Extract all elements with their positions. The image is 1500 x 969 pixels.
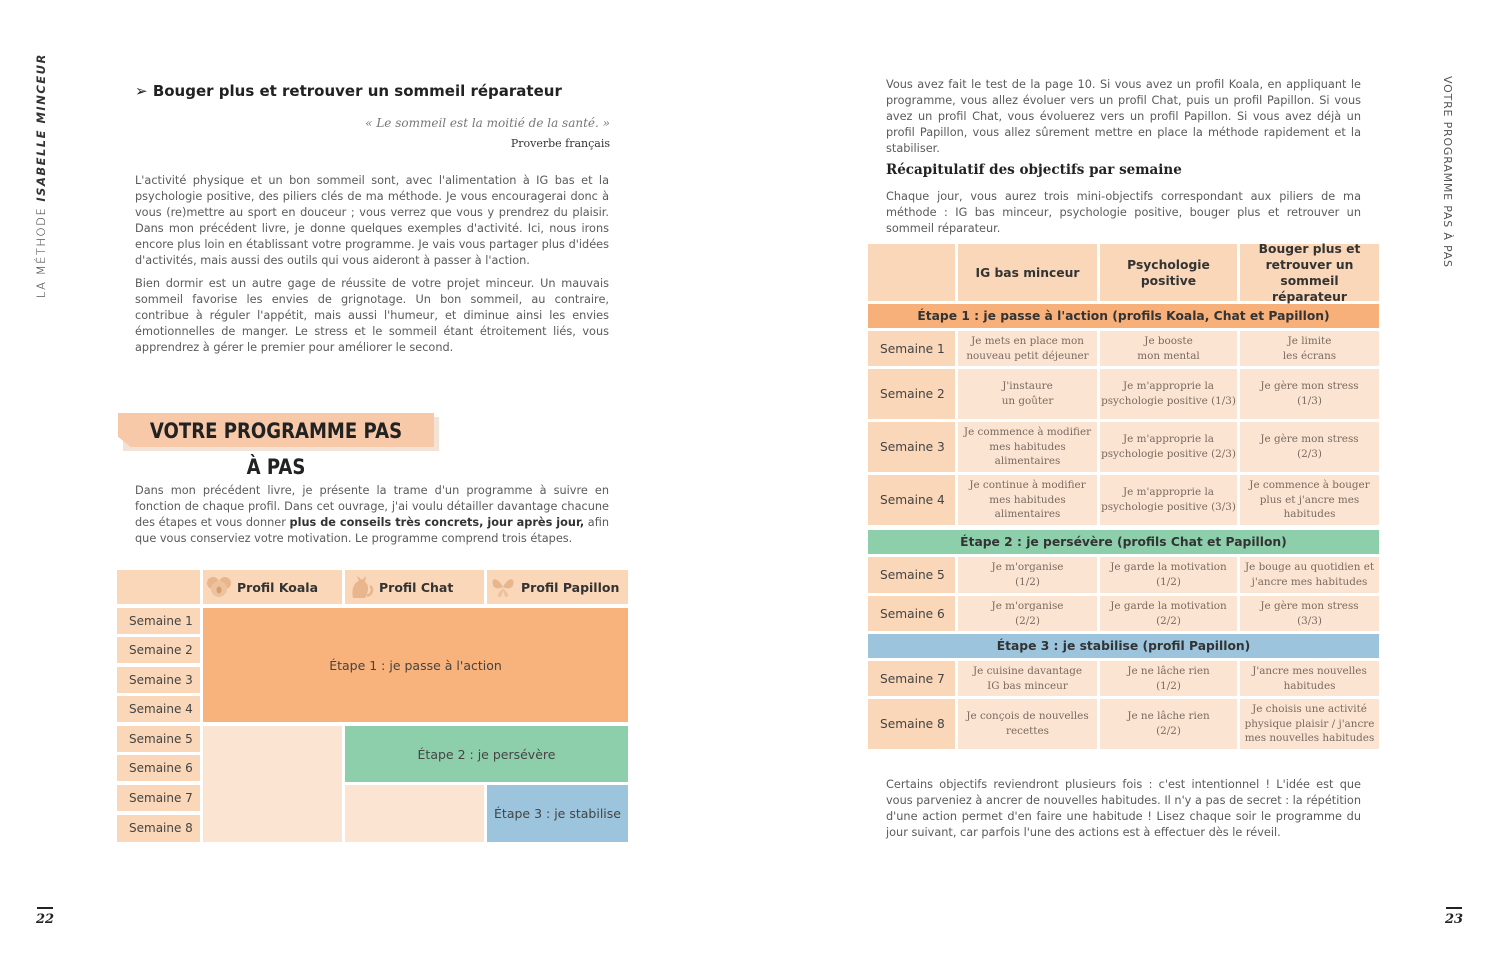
- table-week-2: Semaine 2: [868, 369, 955, 419]
- arrow-bullet-icon: ➢: [135, 82, 148, 100]
- quote-source: Proverbe français: [510, 137, 610, 150]
- side-label-light: LA MÉTHODE: [34, 206, 48, 298]
- cat-icon: [347, 574, 375, 600]
- grid-week-3: Semaine 3: [117, 667, 200, 693]
- table-week-7: Semaine 7: [868, 661, 955, 696]
- table-cell: J'instaure un goûter: [958, 369, 1097, 419]
- profile-chat-label: Profil Chat: [379, 579, 454, 595]
- table-header-ig: IG bas minceur: [958, 244, 1097, 301]
- grid-corner: [117, 570, 200, 604]
- paragraph-program-b: afin que vous conserviez votre motivation. Le programme comprend trois étapes.: [135, 516, 609, 545]
- banner-title: VOTRE PROGRAMME PAS À PAS: [149, 419, 403, 479]
- table-cell: Je bouge au quotidien et j'ancre mes habitudes: [1240, 557, 1379, 593]
- running-header-left: [34, 53, 48, 298]
- table-cell: Je gère mon stress (2/3): [1240, 422, 1379, 472]
- table-cell: Je conçois de nouvelles recettes: [958, 699, 1097, 749]
- profile-koala-header: [203, 570, 342, 604]
- profile-papillon-label: Profil Papillon: [521, 579, 620, 595]
- table-cell: Je commence à bouger plus et j'ancre mes habitudes: [1240, 475, 1379, 525]
- butterfly-icon: [489, 574, 517, 600]
- table-stage-2: Étape 2 : je persévère (profils Chat et Papillon): [868, 530, 1379, 554]
- quote: « Le sommeil est la moitié de la santé. »: [365, 116, 610, 130]
- page-number-left: 22: [32, 907, 58, 927]
- table-week-5: Semaine 5: [868, 557, 955, 593]
- grid-week-5: Semaine 5: [117, 726, 200, 752]
- profile-chat-header: [345, 570, 484, 604]
- paragraph-program-a: Dans mon précédent livre, je présente la trame d'un programme à suivre en fonction de chaque profil. Dans cet ouvrage, j'ai voulu détailler davantage chacune des étapes et vous donner: [135, 484, 609, 529]
- table-cell: Je cuisine davantage IG bas minceur: [958, 661, 1097, 696]
- outro-paragraph: Certains objectifs reviendront plusieurs fois : c'est intentionnel ! L'idée est que vous parveniez à ancrer de nouvelles habitudes. Il n'y a pas de secret : la répétition d'une action permet d'en faire une habitude ! Lisez chaque soir le programme du jour suivant, car parfois l'une des actions est à effectuer dès le réveil.: [886, 778, 1361, 839]
- profile-koala-label: Profil Koala: [237, 579, 319, 595]
- table-week-3: Semaine 3: [868, 422, 955, 472]
- grid-week-8: Semaine 8: [117, 815, 200, 842]
- recap-title: Récapitulatif des objectifs par semaine: [886, 162, 1182, 178]
- table-cell: Je m'organise (2/2): [958, 596, 1097, 631]
- grid-week-2: Semaine 2: [117, 637, 200, 663]
- running-header-right: VOTRE PROGRAMME PAS À PAS: [1441, 76, 1454, 268]
- table-cell: Je booste mon mental: [1100, 331, 1237, 366]
- page-number-right: 23: [1441, 907, 1467, 927]
- grid-chat-filler: [345, 785, 484, 842]
- table-week-4: Semaine 4: [868, 475, 955, 525]
- table-cell: Je m'approprie la psychologie positive (2/3): [1100, 422, 1237, 472]
- paragraph-program: [135, 483, 609, 547]
- grid-stage-3: Étape 3 : je stabilise: [487, 785, 628, 842]
- paragraph-program-bold: plus de conseils très concrets, jour après jour,: [289, 516, 585, 529]
- table-cell: Je garde la motivation (1/2): [1100, 557, 1237, 593]
- section-heading: [135, 82, 562, 100]
- paragraph-sleep: Bien dormir est un autre gage de réussite de votre projet minceur. Un mauvais sommeil favorise les envies de grignotage. Un bon sommeil, au contraire, contribue à réguler l'appétit, mais aussi l'humeur, et diminue ainsi les envies émotionnelles de manger. Le stress et le sommeil étant étroitement liés, vous apprendrez à gérer le premier pour améliorer le second.: [135, 277, 609, 354]
- grid-stage-2: Étape 2 : je persévère: [345, 726, 628, 782]
- grid-stage-1: Étape 1 : je passe à l'action: [203, 608, 628, 722]
- program-grid: [117, 570, 628, 842]
- table-week-8: Semaine 8: [868, 699, 955, 749]
- table-week-1: Semaine 1: [868, 331, 955, 366]
- grid-week-1: Semaine 1: [117, 608, 200, 634]
- table-cell: Je choisis une activité physique plaisir / j'ancre mes nouvelles habitudes: [1240, 699, 1379, 749]
- table-cell: Je ne lâche rien (1/2): [1100, 661, 1237, 696]
- table-stage-1: Étape 1 : je passe à l'action (profils Koala, Chat et Papillon): [868, 304, 1379, 328]
- table-cell: Je mets en place mon nouveau petit déjeuner: [958, 331, 1097, 366]
- table-cell: Je gère mon stress (1/3): [1240, 369, 1379, 419]
- table-header-move: Bouger plus et retrouver un sommeil réparateur: [1240, 244, 1379, 301]
- table-cell: Je m'approprie la psychologie positive (3/3): [1100, 475, 1237, 525]
- intro-paragraph: Vous avez fait le test de la page 10. Si vous avez un profil Koala, en appliquant le programme, vous allez évoluer vers un profil Chat, puis un profil Papillon. Si vous avez un profil Chat, vous évoluerez vers un profil Papillon. Si vous avez déjà un profil Papillon, vous allez sûrement mettre en place la méthode rapidement et la stabiliser.: [886, 78, 1361, 155]
- side-label-bold: ISABELLE MINCEUR: [34, 53, 48, 202]
- recap-text: Chaque jour, vous aurez trois mini-objectifs correspondant aux piliers de ma méthode : IG bas minceur, psychologie positive, bouger plus et retrouver un sommeil réparateur.: [886, 190, 1361, 235]
- table-cell: Je ne lâche rien (2/2): [1100, 699, 1237, 749]
- table-cell: Je continue à modifier mes habitudes alimentaires: [958, 475, 1097, 525]
- grid-week-4: Semaine 4: [117, 696, 200, 722]
- table-corner: [868, 244, 955, 301]
- grid-week-7: Semaine 7: [117, 785, 200, 811]
- table-stage-3: Étape 3 : je stabilise (profil Papillon): [868, 634, 1379, 658]
- objectives-table: [868, 241, 1379, 749]
- table-cell: Je limite les écrans: [1240, 331, 1379, 366]
- table-cell: Je m'organise (1/2): [958, 557, 1097, 593]
- section-heading-text: Bouger plus et retrouver un sommeil réparateur: [152, 82, 562, 100]
- table-cell: Je commence à modifier mes habitudes alimentaires: [958, 422, 1097, 472]
- table-header-psy: Psychologie positive: [1100, 244, 1237, 301]
- profile-papillon-header: [487, 570, 628, 604]
- table-cell: Je garde la motivation (2/2): [1100, 596, 1237, 631]
- table-cell: Je m'approprie la psychologie positive (1/3): [1100, 369, 1237, 419]
- koala-icon: [205, 574, 233, 600]
- table-cell: Je gère mon stress (3/3): [1240, 596, 1379, 631]
- grid-koala-filler: [203, 726, 342, 842]
- table-week-6: Semaine 6: [868, 596, 955, 631]
- paragraph-activity: L'activité physique et un bon sommeil sont, avec l'alimentation à IG bas et la psychologie positive, des piliers clés de ma méthode. Je vous encouragerai donc à vous (re)mettre au sport en douceur ; vous verrez que vous y prendrez du plaisir. Dans mon précédent livre, je donne quelques exemples d'activité. Ici, nous irons encore plus loin en établissant votre programme. Je vais vous partager plus d'idées d'activités, mais aussi des outils qui vous aideront à passer à l'action.: [135, 174, 609, 267]
- table-cell: J'ancre mes nouvelles habitudes: [1240, 661, 1379, 696]
- grid-week-6: Semaine 6: [117, 755, 200, 781]
